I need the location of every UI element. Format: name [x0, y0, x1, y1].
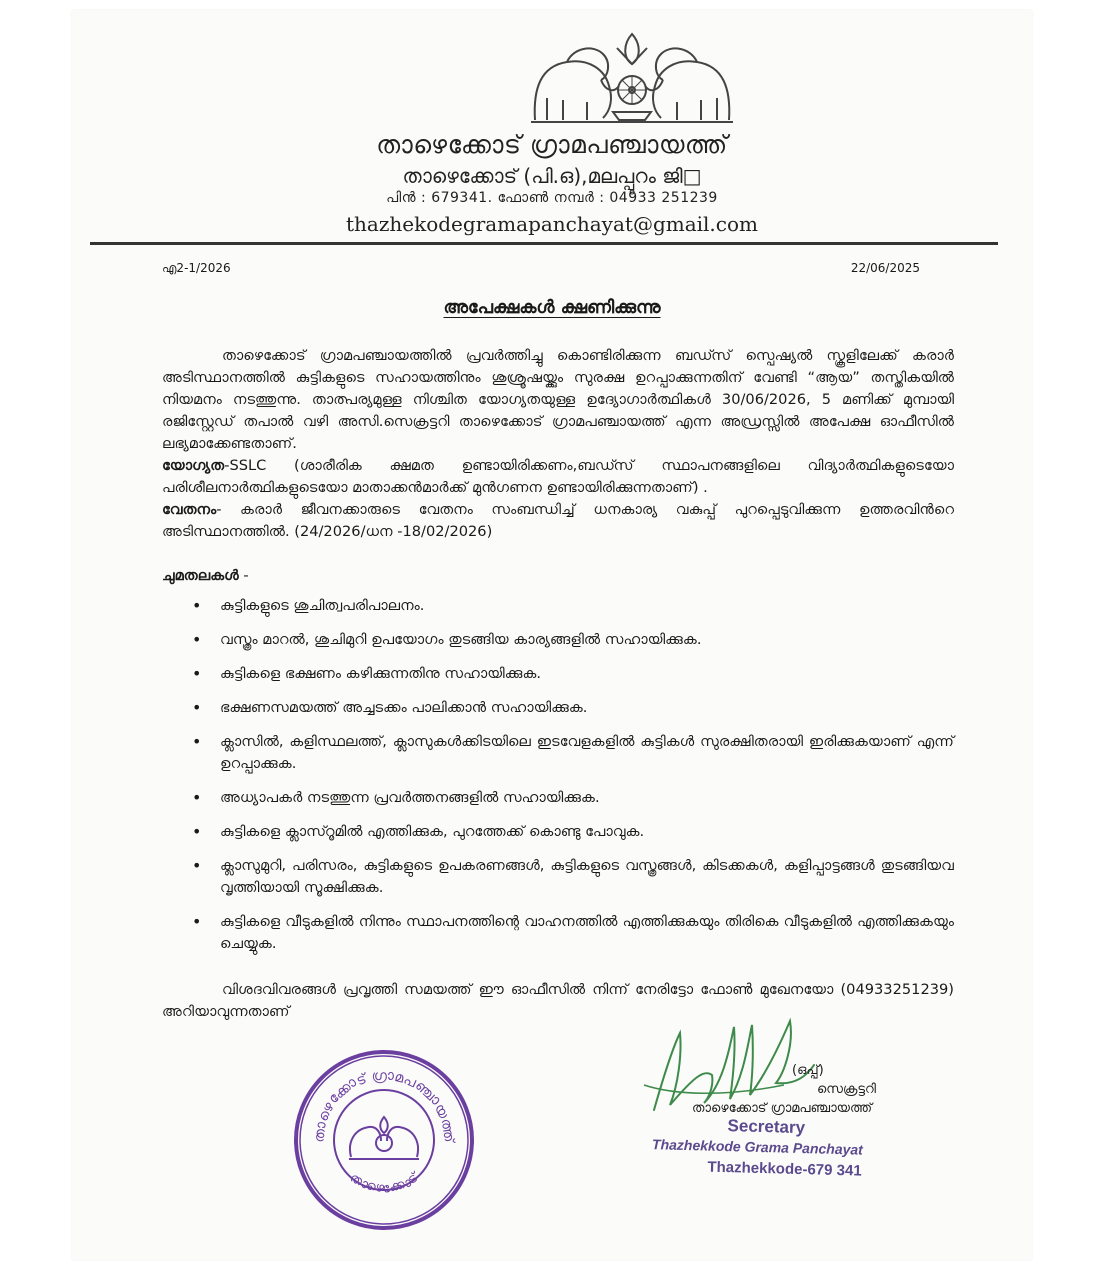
header-divider — [90, 242, 998, 245]
list-item: • കുട്ടികളെ ക്ലാസ്റൂമിൽ എത്തിക്കുക, പുറത്തേക്ക് കൊണ്ടു പോവുക. — [162, 821, 954, 843]
intro-paragraph: താഴെക്കോട് ഗ്രാമപഞ്ചായത്തിൽ പ്രവർത്തിച്ചു കൊണ്ടിരിക്കുന്ന ബഡ്സ് സ്പെഷ്യൽ സ്കൂളിലേക്ക് കരാർ അടിസ്ഥാനത്തിൽ കുട്ടികളുടെ സഹായത്തിനും ശുശ്രൂഷയ്ക്കും സുരക്ഷ ഉറപ്പാക്കുന്നതിന് വേണ്ടി “ആയ” തസ്തികയിൽ നിയമനം നടത്തുന്നു. താത്പര്യമുള്ള നിശ്ചിത യോഗ്യതയുള്ള ഉദ്യോഗാർത്ഥികൾ 30/06/2026, 5 മണിക്ക് മുമ്പായി രജിസ്റ്റേഡ് തപാൽ വഴി അസി.സെക്രട്ടറി താഴെക്കോട് ഗ്രാമപഞ്ചായത്ത് എന്ന അഡ്രസ്സിൽ അപേക്ഷ ഓഫീസിൽ ലഭ്യമാക്കേണ്ടതാണ്. — [162, 347, 954, 452]
kerala-emblem-icon — [527, 28, 737, 128]
notice-title-text: അപേക്ഷകൾ ക്ഷണിക്കുന്നു — [443, 297, 661, 318]
qualification-text: -SSLC (ശാരീരിക ക്ഷമത ഉണ്ടായിരിക്കണം,ബഡ്സ് സ്ഥാപനങ്ങളിലെ വിദ്യാർത്ഥികളുടെയോ പരിശീലനാർത്ഥികളുടെയോ മാതാക്കൻമാർക്ക് മുൻഗണന ഉണ്ടായിരിക്കുന്നതാണ്) . — [162, 457, 954, 496]
signatory-role: സെക്രട്ടറി — [817, 1082, 876, 1097]
stamp-line-1: Secretary — [727, 1116, 806, 1138]
seal-bottom-text: താഴെക്കോട് — [347, 1170, 421, 1198]
seal-ring-text: താഴെക്കോട് ഗ്രാമപഞ്ചായത്ത് — [311, 1067, 457, 1144]
list-item: • ക്ലാസിൽ, കളിസ്ഥലത്ത്, ക്ലാസുകൾക്കിടയിലെ ഇടവേളകളിൽ കുട്ടികൾ സുരക്ഷിതരായി ഇരിക്കുകയാണ് എന്ന് ഉറപ്പാക്കുക. — [162, 731, 954, 775]
signatory-office: താഴെക്കോട് ഗ്രാമപഞ്ചായത്ത് — [692, 1101, 872, 1116]
pin-phone-line: പിൻ : 679341. ഫോൺ നമ്പർ : 04933 251239 — [386, 190, 718, 206]
duties-heading — [162, 565, 954, 587]
reference-number: എ2-1/2026 — [162, 261, 231, 275]
letter-date: 22/06/2025 — [850, 261, 920, 275]
email-address: thazhekodegramapanchayat@gmail.com — [346, 212, 758, 236]
qualification-label: യോഗ്യത — [162, 457, 225, 474]
notice-body — [162, 345, 954, 1023]
salary-label: വേതനം — [162, 501, 217, 518]
duties-heading-label: ചുമതലകൾ — [162, 567, 239, 584]
salary-text: - കരാർ ജീവനക്കാരുടെ വേതനം സംബന്ധിച്ച് ധനകാര്യ വകുപ്പ് പുറപ്പെടുവിക്കുന്ന ഉത്തരവിൻറെ അടിസ്ഥാനത്തിൽ. (24/2026/ധന -18/02/2026) — [162, 501, 954, 540]
list-item: • കുട്ടികളെ വീടുകളിൽ നിന്നും സ്ഥാപനത്തിന്റെ വാഹനത്തിൽ എത്തിക്കുകയും തിരികെ വീടുകളിൽ എത്തിക്കുകയും ചെയ്യുക. — [162, 911, 954, 955]
salary-paragraph — [162, 499, 954, 543]
stamp-line-3: Thazhekkode-679 341 — [707, 1158, 862, 1180]
list-item: • കുട്ടികളെ ഭക്ഷണം കഴിക്കുന്നതിനു സഹായിക്കുക. — [162, 663, 954, 685]
panchayat-name: താഴെക്കോട് ഗ്രാമപഞ്ചായത്ത് — [376, 130, 728, 159]
stamp-line-2: Thazhekkode Grama Panchayat — [651, 1136, 864, 1158]
closing-paragraph: വിശദവിവരങ്ങൾ പ്രവൃത്തി സമയത്ത് ഈ ഓഫീസിൽ നിന്ന് നേരിട്ടോ ഫോൺ മുഖേനയോ (04933251239) അറിയാവുന്നതാണ് — [162, 981, 954, 1020]
list-item: • അധ്യാപകർ നടത്തുന്ന പ്രവർത്തനങ്ങളിൽ സഹായിക്കുക. — [162, 787, 954, 809]
secretary-stamp — [631, 1113, 893, 1183]
list-item: • കുട്ടികളുടെ ശുചിത്വപരിപാലനം. — [162, 595, 954, 617]
duties-list — [162, 595, 954, 955]
notice-title — [72, 297, 1032, 318]
list-item: • വസ്ത്രം മാറൽ, ശുചിമുറി ഉപയോഗം തുടങ്ങിയ കാര്യങ്ങളിൽ സഹായിക്കുക. — [162, 629, 954, 651]
qualification-paragraph — [162, 455, 954, 499]
signature-own-label: (ഒപ്പ്) — [792, 1063, 824, 1078]
office-seal-icon — [289, 1045, 479, 1235]
duties-heading-suffix: - — [238, 567, 249, 584]
letter-page — [72, 10, 1032, 1260]
panchayat-address: താഴെക്കോട് (പി.ഒ),മലപ്പുറം ജി□ — [402, 164, 702, 188]
list-item: • ഭക്ഷണസമയത്ത് അച്ചടക്കം പാലിക്കാൻ സഹായിക്കുക. — [162, 697, 954, 719]
list-item: • ക്ലാസുമുറി, പരിസരം, കുട്ടികളുടെ ഉപകരണങ്ങൾ, കുട്ടികളുടെ വസ്ത്രങ്ങൾ, കിടക്കകൾ, കളിപ്പാട്ടങ്ങൾ തുടങ്ങിയവ വൃത്തിയായി സൂക്ഷിക്കുക. — [162, 855, 954, 899]
